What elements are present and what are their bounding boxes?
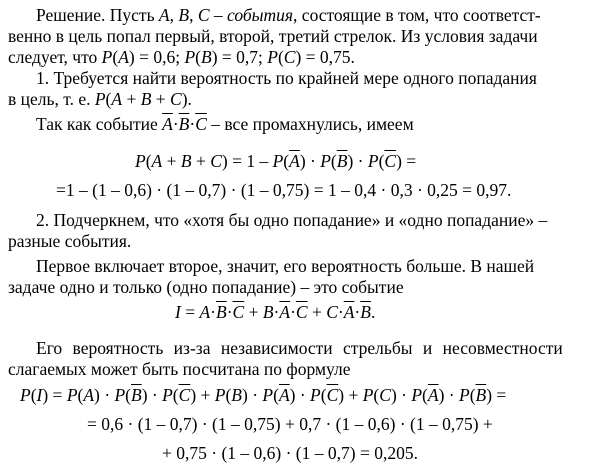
text-line: венно в цель попал первый, второй, третий стрелок. Из условия задачи xyxy=(8,26,538,46)
text-line xyxy=(8,89,192,110)
formula-line: + 0,75 · (1 – 0,6) · (1 – 0,7) = 0,205. xyxy=(162,443,418,463)
text-line xyxy=(8,47,355,68)
text-line: Первое включает второе, значит, его вероятность больше. В нашей xyxy=(36,256,535,276)
formula-line xyxy=(135,151,416,172)
text-line: слагаемых может быть посчитана по формуле xyxy=(8,359,351,379)
text-line-rendered: следует, что P(A) = 0,6; P(B) = 0,7; P(C) = 0,75. xyxy=(8,47,355,67)
formula-line xyxy=(20,385,506,406)
text-line-rendered: Решение. Пусть A, B, C – события, состоящие в том, что соответст- xyxy=(36,5,541,25)
text-line: задаче одно и только (одно попадание) – это событие xyxy=(8,277,404,297)
text-line: Его вероятность из-за независимости стрельбы и несовместности xyxy=(36,338,563,358)
text-line: разные события. xyxy=(8,231,132,251)
formula-line xyxy=(175,302,375,323)
formula-rendered: $I = A\cdot\overline{B}\cdot\overline{C} + B\cdot\overline{A}\cdot\overline{C} + C\cdot\overline{A}\cdot\overline{B}$. xyxy=(175,302,376,322)
text-line: 1. Требуется найти вероятность по крайней мере одного попадания xyxy=(36,68,537,88)
text-line xyxy=(36,114,414,135)
text-line-rendered: Так как событие $\overline{A}\cdot\overline{B}\cdot\overline{C}$ – все промахнулись, имеем xyxy=(36,114,414,134)
formula-rendered: $P(I) = P(A) \cdot P(\overline{B}) \cdot P(\overline{C}) + P(B) \cdot P(\overline{A}) \cdot P(\overline{C}) + P(C) \cdot P(\overline{A}) \cdot P(\overline{B})$ = xyxy=(20,385,507,405)
text-line: 2. Подчеркнем, что «хотя бы одно попадание» и «одно попадание» – xyxy=(36,210,548,230)
formula-line: = 0,6 · (1 – 0,7) · (1 – 0,75) + 0,7 · (1 – 0,6) · (1 – 0,75) + xyxy=(87,414,493,434)
formula-rendered: $P(A + B + C) = 1 - P(\overline{A}) \cdot P(\overline{B}) \cdot P(\overline{C})$ = xyxy=(135,151,417,171)
text-line xyxy=(36,5,541,26)
text-line-rendered: в цель, т. е. P(A + B + C). xyxy=(8,89,192,109)
formula-line: =1 – (1 – 0,6) · (1 – 0,7) · (1 – 0,75) = 1 – 0,4 · 0,3 · 0,25 = 0,97. xyxy=(56,180,512,200)
